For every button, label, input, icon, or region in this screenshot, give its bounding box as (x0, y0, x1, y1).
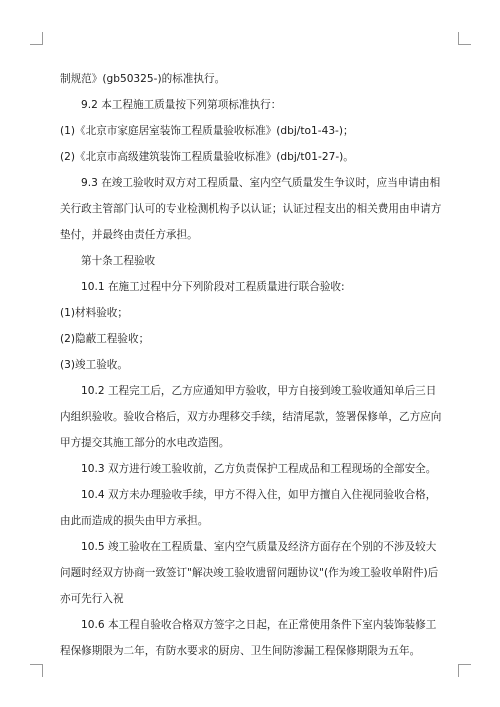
paragraph-10-1: 10.1 在施工过程中分下列阶段对工程质量进行联合验收: (81, 281, 345, 293)
crop-mark-bottom-left (30, 664, 43, 677)
crop-mark-bottom-right (458, 664, 471, 677)
section-heading-article-10: 第十条工程验收 (81, 255, 156, 267)
paragraph-continuation: 制规范》(gb50325-)的标准执行。 (60, 73, 226, 85)
paragraph-10-3: 10.3 双方进行竣工验收前，乙方负责保护工程成品和工程现场的全部安全。 (81, 463, 437, 475)
paragraph-9-2: 9.2 本工程施工质量按下列第项标准执行： (81, 99, 282, 111)
crop-mark-top-left (30, 32, 43, 45)
paragraph-10-6: 10.6 本工程自验收合格双方签字之日起，在正常使用条件下室内装饰装修工程保修期限为二年，有防水要求的厨房、卫生间防渗漏工程保修期限为五年。 (60, 619, 437, 657)
list-item-standard-2: (2)《北京市高级建筑装饰工程质量验收标准》(dbj/t01-27-)。 (60, 151, 354, 163)
list-item-concealed-works: (2)隐蔽工程验收； (60, 333, 150, 345)
paragraph-9-3: 9.3 在竣工验收时双方对工程质量、室内空气质量发生争议时，应当申请由相关行政主管部门认可的专业检测机构予以认证；认证过程支出的相关费用由申请方垫付，并最终由责任方承担。 (60, 177, 442, 241)
document-body (60, 66, 442, 664)
list-item-material-inspection: (1)材料验收； (60, 307, 128, 319)
list-item-standard-1: (1)《北京市家庭居室装饰工程质量验收标准》(dbj/to1-43-)； (60, 125, 354, 137)
paragraph-10-5: 10.5 竣工验收在工程质量、室内空气质量及经济方面存在个别的不涉及较大问题时经双方协商一致签订"解决竣工验收遗留问题协议"(作为竣工验收单附件)后亦可先行入祝 (60, 541, 439, 605)
paragraph-10-4: 10.4 双方未办理验收手续，甲方不得入住，如甲方擅自入住视同验收合格，由此而造成的损失由甲方承担。 (60, 489, 437, 527)
paragraph-10-2: 10.2 工程完工后，乙方应通知甲方验收，甲方自接到竣工验收通知单后三日内组织验收。验收合格后，双方办理移交手续，结清尾款，签署保修单，乙方应向甲方提交其施工部分的水电改造图。 (60, 385, 442, 449)
list-item-completion-inspection: (3)竣工验收。 (60, 359, 128, 371)
crop-mark-top-right (458, 32, 471, 45)
